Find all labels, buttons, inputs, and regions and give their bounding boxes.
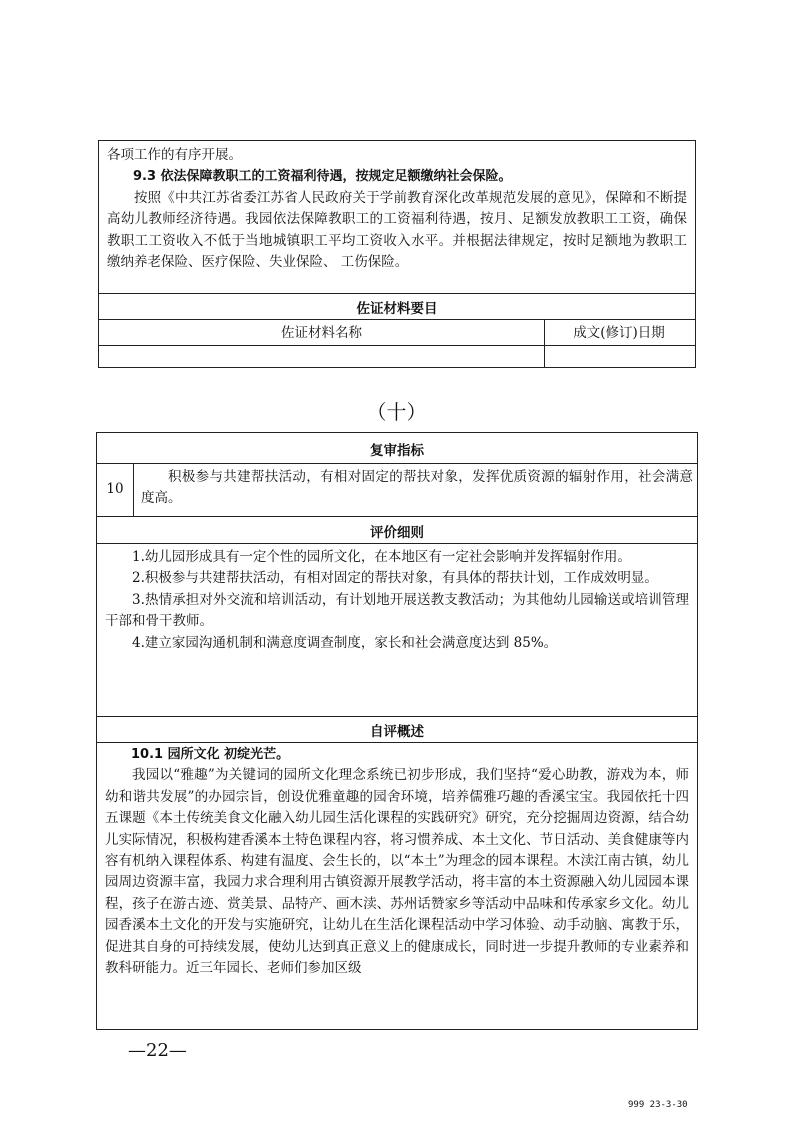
evidence-table-9-3 — [98, 140, 696, 368]
section-9-3-content — [107, 145, 687, 273]
col-header-name: 佐证材料名称 — [281, 325, 362, 341]
self-eval-header: 自评概述 — [370, 724, 424, 740]
index-text: 积极参与共建帮扶活动，有相对固定的帮扶对象，发挥优质资源的辐射作用，社会满意度高。 — [141, 469, 693, 507]
divider — [99, 293, 695, 294]
criteria-item: 4.建立家园沟通机制和满意度调查制度，家长和社会满意度达到 85%。 — [132, 634, 558, 651]
evidence-header: 佐证材料要目 — [356, 301, 438, 317]
section-title: （十） — [366, 400, 427, 424]
self-eval-content — [105, 744, 689, 979]
index-header: 复审指标 — [370, 443, 424, 459]
criteria-item: 1.幼儿园形成具有一定个性的园所文化，在本地区有一定社会影响并发挥辐射作用。 — [132, 549, 631, 565]
divider — [97, 742, 697, 743]
footer-stamp: 999 23-3-30 — [628, 1100, 688, 1110]
divider — [97, 463, 697, 464]
divider — [97, 516, 697, 517]
self-eval-heading: 10.1 园所文化 初绽光芒。 — [131, 747, 290, 762]
divider — [99, 319, 695, 320]
index-number: 10 — [106, 481, 124, 497]
criteria-item: 2.积极参与共建帮扶活动，有相对固定的帮扶对象，有具体的帮扶计划，工作成效明显。 — [132, 570, 658, 587]
criteria-list — [105, 547, 689, 654]
criteria-header: 评价细则 — [370, 525, 424, 541]
body-9-3: 按照《中共江苏省委江苏省人民政府关于学前教育深化改革规范发展的意见》，保障和不断提高幼儿教师经济待遇。我园依法保障教职工的工资福利待遇，按月、足额发放教职工工资，确保教职工工资收入不低于当地城镇职工平均工资收入水平。并根据法律规定，按时足额地为教职工缴纳养老保险、医疗保险、失业保险、 工伤保险。 — [107, 189, 687, 271]
continued-line: 各项工作的有序开展。 — [107, 147, 242, 163]
empty-date-cell — [545, 346, 695, 366]
index-text-cell — [141, 467, 693, 510]
page-number: —22— — [128, 1040, 187, 1061]
review-table-10 — [96, 432, 698, 1030]
self-eval-body: 我园以“雅趣”为关键词的园所文化理念系统已初步形成，我们坚持“爱心助教，游戏为本，师幼和谐共发展”的办园宗旨，创设优雅童趣的园舍环境，培养儒雅巧趣的香溪宝宝。我园依托十四五课题《本土传统美食文化融入幼儿园生活化课程的实践研究》研究，充分挖掘周边资源，结合幼儿实际情况，积极构建香溪本土特色课程内容，将习惯养成、本土文化、节日活动、美食健康等内容有机纳入课程体系、构建有温度、会生长的，以“本土”为理念的园本课程。木渎江南古镇，幼儿园周边资源丰富，我园力求合理利用古镇资源开展教学活动，将丰富的本土资源融入幼儿园园本课程，孩子在游古迹、赏美景、品特产、画木渎、苏州话赞家乡等活动中品味和传承家乡文化。幼儿园香溪本土文化的开发与实施研究，让幼儿在生活化课程活动中学习体验、动手动脑、寓教于乐，促进其自身的可持续发展，使幼儿达到真正意义上的健康成长，同时进一步提升教师的专业素养和教科研能力。近三年园长、老师们参加区级 — [105, 767, 689, 977]
empty-name-cell — [99, 346, 544, 366]
divider — [97, 543, 697, 544]
col-header-date: 成文(修订)日期 — [573, 325, 665, 341]
divider — [97, 716, 697, 717]
column-divider — [133, 463, 134, 516]
criteria-item: 3.热情承担对外交流和培训活动，有计划地开展送教支教活动；为其他幼儿园输送或培训管理干部和骨干教师。 — [105, 591, 689, 630]
heading-9-3: 9.3 依法保障教职工的工资福利待遇，按规定足额缴纳社会保险。 — [133, 169, 512, 185]
